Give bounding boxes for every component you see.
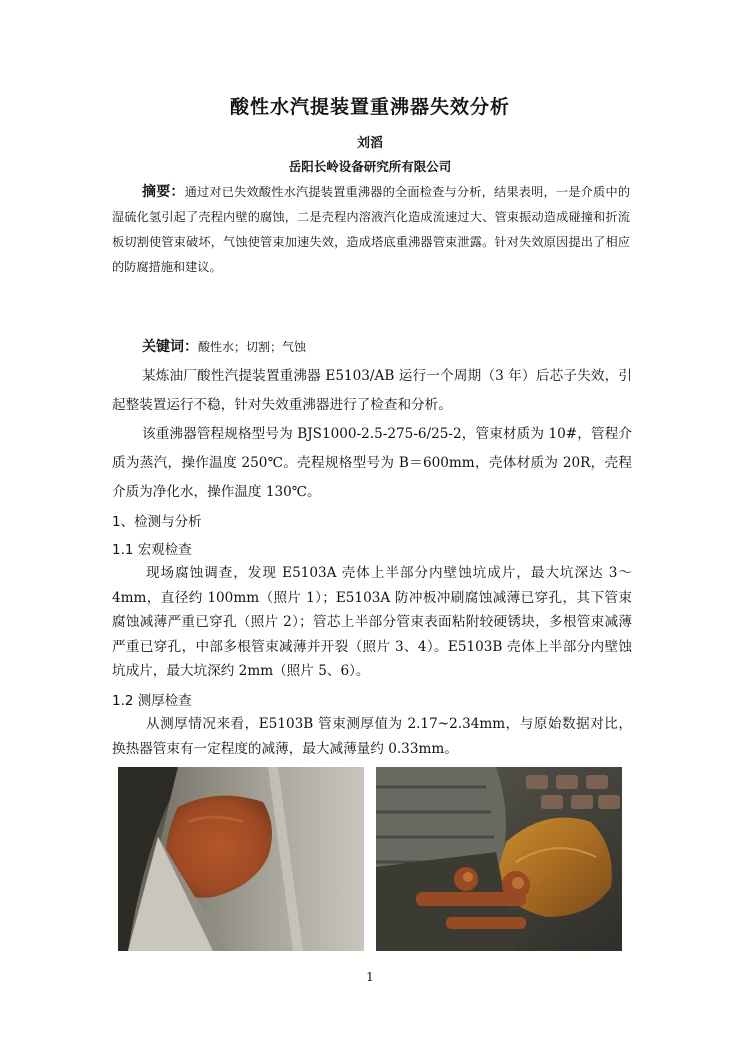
author-name: 刘滔 bbox=[356, 136, 383, 151]
paper-title: 酸性水汽提装置重沸器失效分析 bbox=[229, 96, 510, 118]
intro-paragraph-1: 某炼油厂酸性汽提装置重沸器 E5103/AB 运行一个周期（3 年）后芯子失效，引起整装置运行不稳，针对失效重沸器进行了检查和分析。 bbox=[112, 368, 632, 413]
section-heading-1-1: 1.1 宏观检查 bbox=[112, 542, 192, 558]
section-heading-1: 1、检测与分析 bbox=[112, 514, 202, 530]
intro-paragraph-2: 该重沸器管程规格型号为 BJS1000-2.5-275-6/25-2，管束材质为 10#，管程介质为蒸汽，操作温度 250℃。壳程规格型号为 B＝600mm，壳体材质为 20R，壳程介质为净化水，操作温度 130℃。 bbox=[112, 426, 632, 500]
page-number: 1 bbox=[366, 970, 374, 984]
corrosion-photo-1 bbox=[118, 767, 364, 951]
keywords-label: 关键词： bbox=[142, 339, 198, 355]
keywords-text: 酸性水；切割；气蚀 bbox=[198, 340, 307, 354]
abstract-text: 通过对已失效酸性水汽提装置重沸器的全面检查与分析，结果表明，一是介质中的湿硫化氢引起了壳程内壁的腐蚀，二是壳程内溶液汽化造成流速过大、管束振动造成碰撞和折流板切割使管束破坏，气蚀使管束加速失效，造成塔底重沸器管束泄露。针对失效原因提出了相应的防腐措施和建议。 bbox=[112, 185, 631, 274]
affiliation: 岳阳长岭设备研究所有限公司 bbox=[288, 159, 452, 174]
abstract-label: 摘要： bbox=[142, 184, 185, 200]
section-heading-1-2: 1.2 测厚检查 bbox=[112, 693, 192, 709]
abstract bbox=[112, 180, 630, 280]
keywords bbox=[142, 336, 632, 358]
thickness-paragraph: 从测厚情况来看，E5103B 管束测厚值为 2.17~2.34mm，与原始数据对比，换热器管束有一定程度的减薄，最大减薄量约 0.33mm。 bbox=[112, 716, 632, 757]
macro-inspection-paragraph: 现场腐蚀调查，发现 E5103A 壳体上半部分内壁蚀坑成片，最大坑深达 3～4mm，直径约 100mm（照片 1）；E5103A 防冲板冲刷腐蚀减薄已穿孔，其下管束腐蚀减薄严重已穿孔（照片 2）；管芯上半部分管束表面粘附较硬锈块，多根管束减薄严重已穿孔，中部多根管束减薄并开裂（照片 3、4）。E5103B 壳体上半部分内壁蚀坑成片，最大坑深约 2mm（照片 5、6）。 bbox=[112, 565, 632, 679]
corrosion-photo-2 bbox=[376, 767, 622, 951]
